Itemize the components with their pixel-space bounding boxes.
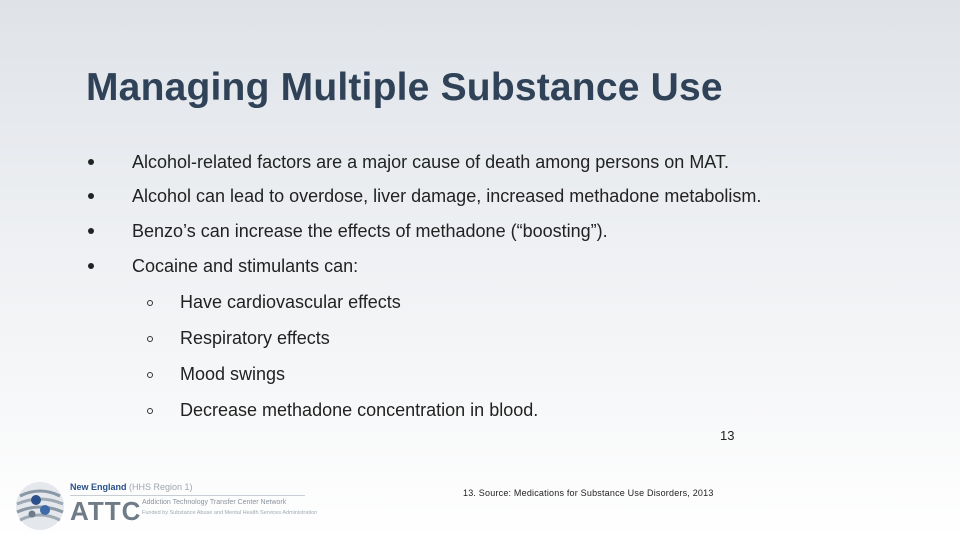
- attc-logo: [10, 474, 318, 534]
- bullet-text: Benzo’s can increase the effects of methadone (“boosting”).: [132, 221, 608, 241]
- logo-funding: Funded by Substance Abuse and Mental Health Services Administration: [142, 510, 318, 516]
- logo-acronym: ATTC: [70, 496, 142, 526]
- sub-bullet-ring-icon: [147, 372, 153, 378]
- source-citation: 13. Source: Medications for Substance Use Disorders, 2013: [463, 488, 714, 498]
- sub-bullet-text: Respiratory effects: [180, 328, 330, 348]
- sub-bullet-text: Have cardiovascular effects: [180, 292, 401, 312]
- logo-full-name: Addiction Technology Transfer Center Network: [142, 499, 287, 506]
- footnote-marker: 13: [720, 428, 735, 443]
- sub-bullet-text: Decrease methadone concentration in blood.: [180, 400, 539, 420]
- logo-region: [70, 482, 193, 492]
- bullet-dot-icon: [88, 228, 94, 234]
- sub-bullet-ring-icon: [147, 300, 153, 306]
- logo-region-name: New England: [70, 482, 127, 492]
- bullet-text: Cocaine and stimulants can:: [132, 256, 359, 276]
- slide-title: Managing Multiple Substance Use: [86, 66, 723, 109]
- bullet-text: Alcohol-related factors are a major cause of death among persons on MAT.: [132, 152, 729, 172]
- sub-bullet-text: Mood swings: [180, 364, 286, 384]
- bullet-text: Alcohol can lead to overdose, liver damage, increased methadone metabolism.: [132, 186, 762, 206]
- bullet-dot-icon: [88, 193, 94, 199]
- bullet-dot-icon: [88, 263, 94, 269]
- sub-bullet-ring-icon: [147, 336, 153, 342]
- bullet-dot-icon: [88, 159, 94, 165]
- globe-logo-icon: [14, 480, 66, 532]
- logo-region-detail: (HHS Region 1): [129, 482, 193, 492]
- sub-bullet-ring-icon: [147, 408, 153, 414]
